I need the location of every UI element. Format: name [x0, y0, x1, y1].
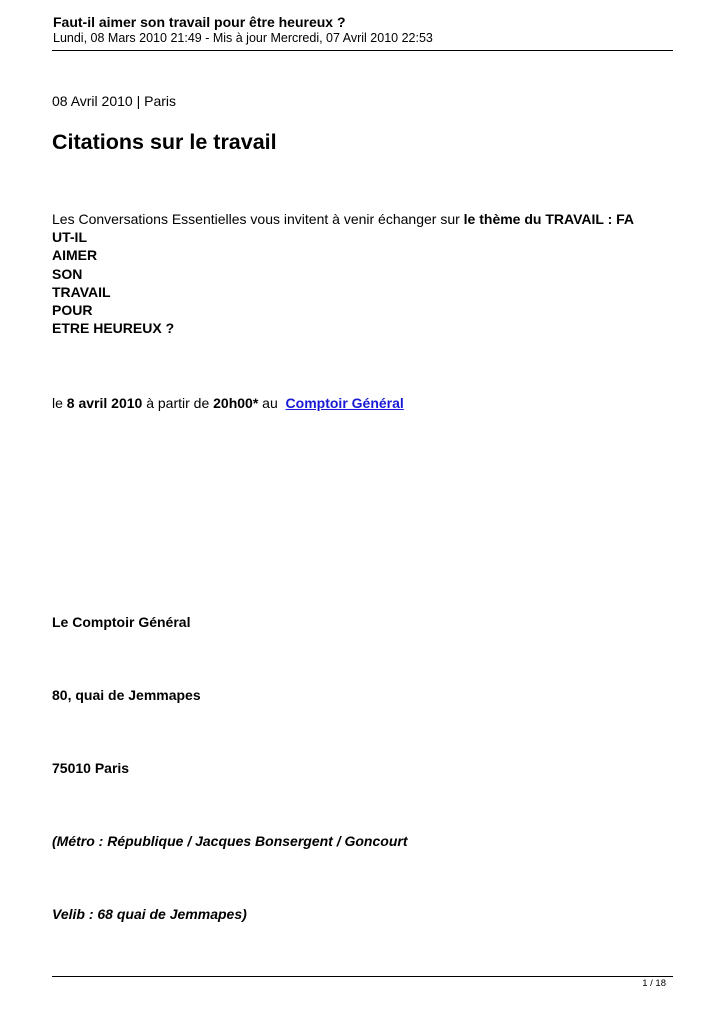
- venue-name: Le Comptoir Général: [52, 614, 191, 630]
- theme-line-7: ETRE HEUREUX ?: [52, 320, 175, 337]
- document-header-dates: Lundi, 08 Mars 2010 21:49 - Mis à jour Mercredi, 07 Avril 2010 22:53: [53, 31, 433, 45]
- footer-divider: [52, 976, 673, 977]
- intro-paragraph: [52, 210, 677, 337]
- venue-city: 75010 Paris: [52, 760, 130, 776]
- intro-first-line: [52, 211, 634, 227]
- theme-line-2: UT-IL: [52, 229, 87, 246]
- theme-line-6: POUR: [52, 302, 93, 319]
- page-number: 1 / 18: [642, 978, 666, 989]
- venue-velib: Velib : 68 quai de Jemmapes): [52, 906, 247, 922]
- venue-metro: (Métro : République / Jacques Bonsergent / Goncourt: [52, 833, 408, 849]
- theme-line-1: le thème du TRAVAIL : FA: [463, 211, 635, 227]
- intro-text: Les Conversations Essentielles vous invitent à venir échanger sur: [52, 211, 464, 227]
- event-when-line: [52, 394, 404, 412]
- document-header-title: Faut-il aimer son travail pour être heureux ?: [53, 14, 346, 30]
- when-prefix: le: [52, 395, 67, 411]
- header-divider: [52, 50, 673, 51]
- article-dateline: 08 Avril 2010 | Paris: [52, 93, 177, 109]
- theme-line-4: SON: [52, 265, 83, 282]
- comptoir-general-link[interactable]: Comptoir Général: [285, 395, 404, 411]
- event-date: 8 avril 2010: [66, 395, 143, 411]
- venue-street: 80, quai de Jemmapes: [52, 687, 201, 703]
- article-title: Citations sur le travail: [52, 130, 277, 154]
- theme-line-5: TRAVAIL: [52, 283, 111, 300]
- theme-line-3: AIMER: [52, 247, 98, 264]
- when-middle: à partir de: [142, 395, 214, 411]
- when-suffix: au: [258, 395, 282, 411]
- event-time: 20h00*: [213, 395, 259, 411]
